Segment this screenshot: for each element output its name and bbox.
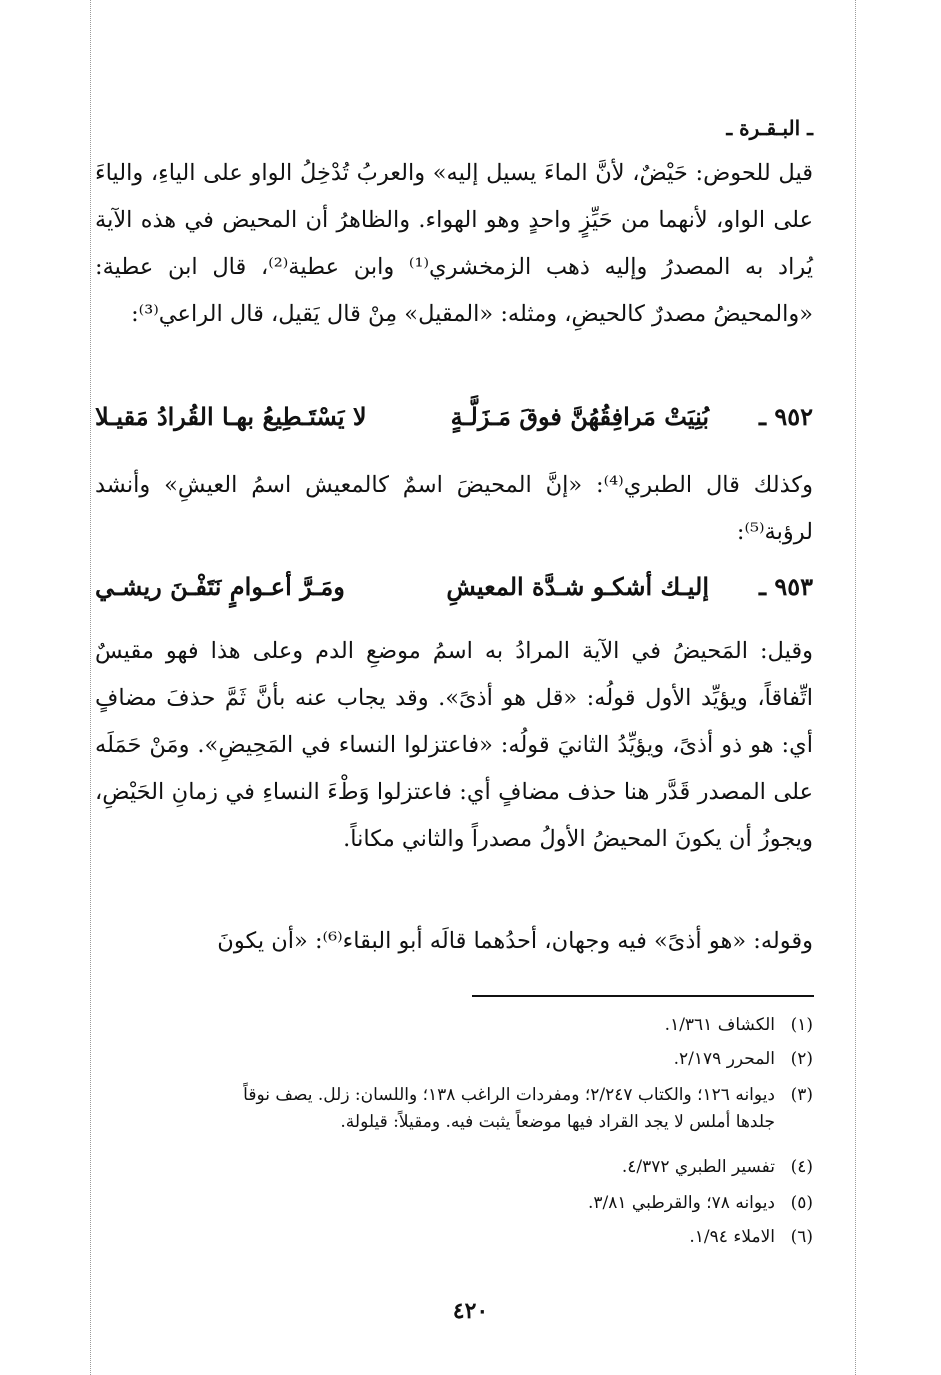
footnote-text: الكشاف ١/٣٦١. xyxy=(664,1015,775,1035)
footnote-continuation: جلدها أملس لا يجد القراد فيها موضعاً يثبت فيه. ومقيلاً: قيلولة. xyxy=(340,1112,775,1132)
verse-hemistich-2: لا يَسْتَـطِيعُ بهـا القُرادُ مَقيـلا xyxy=(95,402,367,431)
footnote-6 xyxy=(95,1224,813,1251)
footnote-text: ديوانه ٧٨؛ والقرطبي ٣/٨١. xyxy=(588,1193,775,1213)
paragraph-4: وقوله: «هو أذىً» فيه وجهان، أحدُهما قالَه أبو البقاء⁽⁶⁾: «أن يكونَ xyxy=(217,928,813,954)
paragraph-1: قيل للحوض: حَيْضٌ، لأنَّ الماءَ يسيل إليه» والعربُ تُدْخِلُ الواو على الياءِ، والياءَ على الواو، لأنهما من حَيِّزٍ واحدٍ وهو الهواء. والظاهرُ أن المحيض في هذه الآية يُراد به المصدرُ وإليه ذهب الزمخشري⁽¹⁾ وابن عطية⁽²⁾، قال ابن عطية: «والمحيضُ مصدرٌ كالحيضِ، ومثله: «المقيل» مِنْ قال يَقيل، قال الراعي⁽³⁾: xyxy=(95,160,813,327)
footnote-separator xyxy=(472,995,814,997)
paragraph-3: وقيل: المَحيضُ في الآية المرادُ به اسمُ موضعِ الدم وعلى هذا فهو مقيسٌ اتِّفاقاً، ويؤيِّد الأول قولُه: «قل هو أذىً». وقد يجاب عنه بأنَّ ثَمَّ حذفَ مضافٍ أي: هو ذو أذىً، ويؤيِّدُ الثانيَ قولُه: «فاعتزلوا النساء في المَحِيضِ». ومَنْ حَمَلَه على المصدر قَدَّر هنا حذف مضافٍ أي: فاعتزلوا وَطْءَ النساءِ في زمانِ الحَيْضِ، ويجوزُ أن يكونَ المحيضُ الأولُ مصدراً والثاني مكاناً. xyxy=(95,638,813,852)
verse-952 xyxy=(95,402,813,446)
verse-hemistich-1: إليـك أشكـو شـدَّة المعيشِ xyxy=(446,572,709,601)
margin-dotted-line xyxy=(855,0,856,1375)
verse-hemistich-1: بُنِيَتْ مَرافِقُهُنَّ فوقَ مَـزَلَّـةٍ xyxy=(450,402,709,431)
footnote-text: تفسير الطبري ٤/٣٧٢. xyxy=(621,1157,775,1177)
footnote-number: (٢) xyxy=(790,1049,813,1069)
running-header: ـ البـقـرة ـ xyxy=(726,116,813,140)
verse-953 xyxy=(95,572,813,616)
verse-number: ٩٥٣ ـ xyxy=(758,572,813,601)
footnote-number: (٥) xyxy=(790,1193,813,1213)
footnote-3 xyxy=(95,1082,813,1136)
footnote-number: (٤) xyxy=(790,1157,813,1177)
footnote-number: (١) xyxy=(790,1015,813,1035)
footnote-number: (٣) xyxy=(790,1085,813,1105)
footnote-2 xyxy=(95,1046,813,1073)
footnote-text: المحرر ٢/١٧٩. xyxy=(673,1049,775,1069)
footnote-4 xyxy=(95,1154,813,1181)
footnote-text: الاملاء ١/٩٤. xyxy=(689,1227,775,1247)
footnote-5 xyxy=(95,1190,813,1217)
footnote-text: ديوانه ١٢٦؛ والكتاب ٢/٢٤٧؛ ومفردات الراغب ١٣٨؛ واللسان: زلل. يصف نوقاً xyxy=(243,1085,775,1105)
paragraph-2: وكذلك قال الطبري⁽⁴⁾: «إنَّ المحيضَ اسمٌ كالمعيش اسمُ العيشِ» وأنشد لرؤبة⁽⁵⁾: xyxy=(95,472,813,545)
verse-hemistich-2: ومَـرَّ أعـوامٍ نَتَفْـنَ ريشـي xyxy=(95,572,345,601)
footnote-number: (٦) xyxy=(790,1227,813,1247)
verse-number: ٩٥٢ ـ xyxy=(758,402,813,431)
page-number: ٤٢٠ xyxy=(452,1298,489,1324)
margin-dotted-line xyxy=(90,0,91,1375)
footnote-1 xyxy=(95,1012,813,1039)
